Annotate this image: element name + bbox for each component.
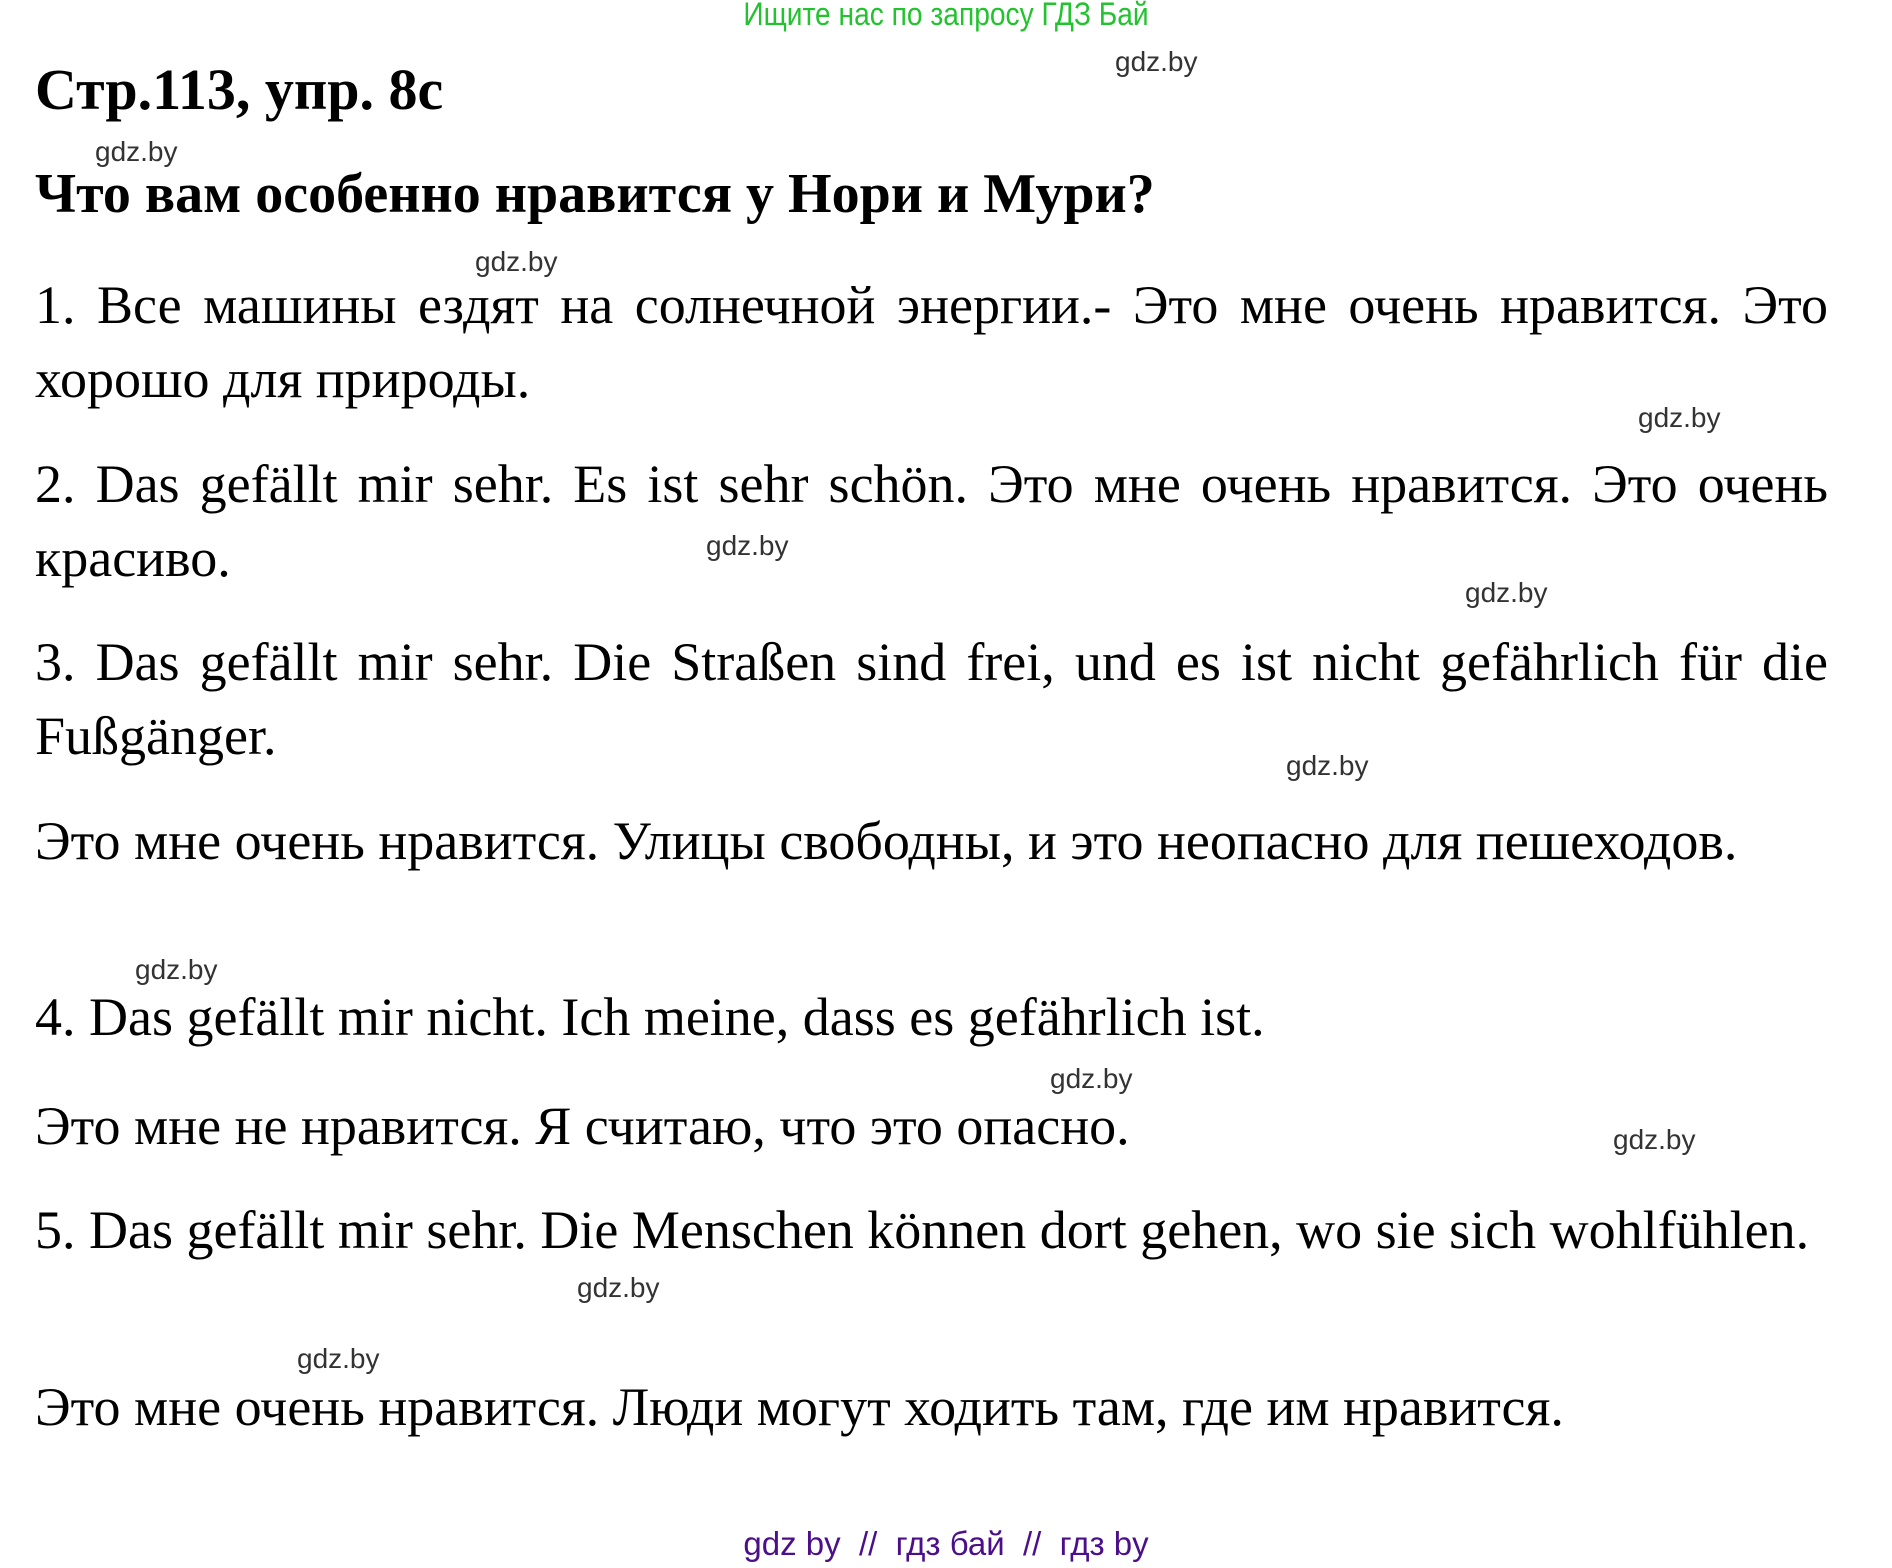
exercise-question: Что вам особенно нравится у Нори и Мури? — [35, 163, 1155, 225]
answer-paragraph-1: 1. Все машины ездят на солнечной энергии.- Это мне очень нравится. Это хорошо для природы. — [35, 275, 1828, 409]
answer-paragraph-4: 4. Das gefällt mir nicht. Ich meine, dass es gefährlich ist. — [35, 987, 1265, 1047]
watermark: gdz.by — [297, 1343, 380, 1374]
answer-paragraph-4-translation: Это мне не нравится. Я считаю, что это опасно. — [35, 1096, 1130, 1156]
answer-paragraph-5-translation: Это мне очень нравится. Люди могут ходить там, где им нравится. — [35, 1377, 1564, 1437]
watermark: gdz.by — [1050, 1063, 1133, 1094]
page-title: Стр.113, упр. 8с — [35, 57, 444, 122]
watermark: gdz.by — [1613, 1124, 1696, 1155]
footer-watermark — [0, 1525, 1892, 1563]
watermark: gdz.by — [95, 136, 178, 167]
watermark: gdz.by — [1465, 577, 1548, 608]
answer-paragraph-3: 3. Das gefällt mir sehr. Die Straßen sind frei, und es ist nicht gefährlich für die Fußgänger. — [35, 632, 1828, 766]
watermark: gdz.by — [577, 1272, 660, 1303]
watermark: gdz.by — [135, 954, 218, 985]
watermark: gdz.by — [1638, 402, 1721, 433]
watermark: gdz.by — [706, 530, 789, 561]
answer-paragraph-5: 5. Das gefällt mir sehr. Die Menschen können dort gehen, wo sie sich wohlfühlen. — [35, 1200, 1810, 1260]
watermark: gdz.by — [1286, 750, 1369, 781]
promo-header: Ищите нас по запросу ГДЗ Бай — [743, 0, 1149, 32]
watermark: gdz.by — [1115, 46, 1198, 77]
answer-paragraph-2: 2. Das gefällt mir sehr. Es ist sehr schön. Это мне очень нравится. Это очень красиво. — [35, 454, 1828, 588]
answer-paragraph-3-translation: Это мне очень нравится. Улицы свободны, и это неопасно для пешеходов. — [35, 811, 1738, 871]
footer-text: gdz by // гдз бай // гдз by — [743, 1525, 1149, 1562]
watermark: gdz.by — [475, 246, 558, 277]
